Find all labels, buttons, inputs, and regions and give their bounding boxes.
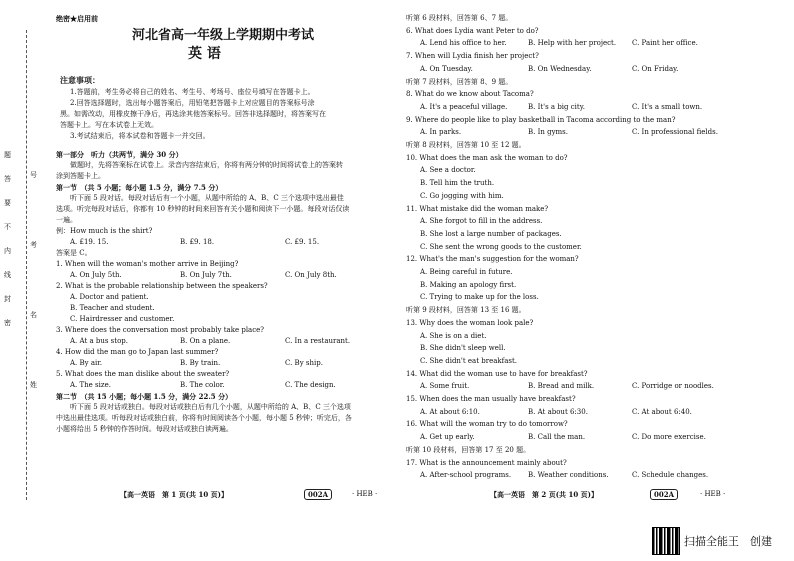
option-line: B. Teacher and student. xyxy=(70,304,155,312)
option-line: B. She lost a large number of packages. xyxy=(420,229,562,238)
page-1 xyxy=(56,0,390,520)
cut-line xyxy=(26,30,27,500)
option-b: B. Help with her project. xyxy=(528,39,617,48)
instruction-line: 做题时，先将答案标在试卷上。录音内容结束后，你将有两分钟的时间将试卷上的答案转 xyxy=(70,161,343,169)
question-text: 8. What do we know about Tacoma? xyxy=(406,90,534,99)
option-c: C. On July 8th. xyxy=(285,271,337,279)
page-2 xyxy=(406,0,740,520)
instruction-line: 听下面 5 段对话。每段对话后有一个小题，从题中所给的 A、B、C 三个选项中选出最佳 xyxy=(70,194,344,202)
notice-line: 黑。如需改动，用橡皮擦干净后，再选涂其他答案标号。回答非选择题时，将答案写在 xyxy=(60,110,326,118)
instruction-line: 听下面 5 段对话或独白。每段对话或独白后有几个小题，从题中所给的 A、B、C 三个选项 xyxy=(70,403,351,411)
example-question: 例：How much is the shirt? xyxy=(56,227,153,235)
notice-line: 3.考试结束后，将本试卷和答题卡一并交回。 xyxy=(70,132,210,140)
option-c: C. Do more exercise. xyxy=(632,433,706,442)
option-b: B. On Wednesday. xyxy=(528,64,592,73)
notice-line: 1.答题前，考生务必将自己的姓名、考生号、考场号、座位号填写在答题卡上。 xyxy=(70,88,315,96)
option-a: A. In parks. xyxy=(420,128,462,137)
instruction-line: 涂到答题卡上。 xyxy=(56,172,105,180)
margin-char: 密 xyxy=(4,319,11,327)
footer-left: 【高一英语 第 1 页(共 10 页)】 xyxy=(120,490,228,499)
option-line: A. Doctor and patient. xyxy=(70,293,149,301)
option-line: B. Making an apology first. xyxy=(420,280,517,289)
instruction-line: 小题将给出 5 秒钟的作答时间。每段对话或独白读两遍。 xyxy=(56,425,233,433)
margin-char: 题 xyxy=(4,151,11,159)
option-line: A. See a doctor. xyxy=(420,166,476,175)
margin-label: 考 xyxy=(30,241,37,249)
subject-title: 英 语 xyxy=(188,46,221,62)
margin-char: 封 xyxy=(4,295,11,303)
option-line: C. She sent the wrong goods to the customer. xyxy=(420,242,582,251)
footer-code-right: 002A xyxy=(650,489,678,500)
option-line: B. She didn't sleep well. xyxy=(420,344,506,353)
footer-right: 【高一英语 第 2 页(共 10 页)】 xyxy=(490,490,598,499)
option-b: B. £9. 18. xyxy=(180,238,215,246)
option-a: A. Lend his office to her. xyxy=(420,39,507,48)
option-a: A. Get up early. xyxy=(420,433,475,442)
question-text: 15. When does the man usually have breakfast? xyxy=(406,395,576,403)
option-c: C. In professional fields. xyxy=(632,128,718,137)
option-line: C. Hairdresser and customer. xyxy=(70,315,175,323)
option-b: B. At about 6:30. xyxy=(528,407,588,416)
question-text: 10. What does the man ask the woman to do? xyxy=(406,153,568,162)
instruction-line: 中选出最佳选项。听每段对话或独白前，你将有时间阅读各个小题，每小题 5 秒钟；听完后，各 xyxy=(56,414,352,422)
option-c: C. Schedule changes. xyxy=(632,471,709,480)
margin-label: 号 xyxy=(30,171,37,179)
notice-line: 2.回答选择题时，选出每小题答案后，用铅笔把答题卡上对应题目的答案标号涂 xyxy=(70,99,315,107)
section2-title: 第二节 （共 15 小题；每小题 1.5 分，满分 22.5 分） xyxy=(56,392,233,401)
notice-title: 注意事项： xyxy=(60,75,100,85)
option-c: C. On Friday. xyxy=(632,64,679,73)
option-b: B. Weather conditions. xyxy=(528,471,609,480)
option-b: B. The color. xyxy=(180,381,225,389)
question-text: 7. When will Lydia finish her project? xyxy=(406,52,539,61)
option-a: A. After-school programs. xyxy=(420,471,512,480)
option-line: B. Tell him the truth. xyxy=(420,179,495,188)
notice-line: 答题卡上。写在本试卷上无效。 xyxy=(60,121,158,129)
question-text: 6. What does Lydia want Peter to do? xyxy=(406,26,539,35)
question-text: 2. What is the probable relationship between the speakers? xyxy=(56,282,268,290)
listening-section-label: 听第 8 段材料，回答第 10 至 12 题。 xyxy=(406,141,526,149)
listening-section-label: 听第 9 段材料，回答第 13 至 16 题。 xyxy=(406,306,526,315)
option-a: A. Some fruit. xyxy=(420,382,470,391)
option-b: B. On a plane. xyxy=(180,337,231,345)
question-text: 9. Where do people like to play basketball in Tacoma according to the man? xyxy=(406,115,676,124)
question-text: 13. Why does the woman look pale? xyxy=(406,318,534,327)
margin-char: 线 xyxy=(4,271,11,279)
option-b: B. In gyms. xyxy=(528,128,568,137)
option-line: C. She didn't eat breakfast. xyxy=(420,356,518,365)
option-c: C. It's a small town. xyxy=(632,102,703,111)
listening-section-label: 听第 7 段材料，回答第 8、9 题。 xyxy=(406,77,513,86)
qr-code-icon xyxy=(652,527,680,555)
question-text: 1. When will the woman's mother arrive in Beijing? xyxy=(56,260,239,268)
question-text: 17. What is the announcement mainly about? xyxy=(406,458,567,467)
part1-title: 第一部分 听力（共两节，满分 30 分） xyxy=(56,150,183,159)
question-text: 11. What mistake did the woman make? xyxy=(406,204,549,213)
option-c: C. By ship. xyxy=(285,359,323,367)
option-a: A. £19. 15. xyxy=(70,238,109,246)
footer-code-left: 002A xyxy=(304,489,332,500)
option-line: C. Go jogging with him. xyxy=(420,191,504,200)
margin-label: 名 xyxy=(30,311,37,319)
option-c: C. Porridge or noodles. xyxy=(632,382,714,391)
exam-title: 河北省高一年级上学期期中考试 xyxy=(132,28,315,43)
question-text: 4. How did the man go to Japan last summer? xyxy=(56,348,219,356)
question-text: 5. What does the man dislike about the sweater? xyxy=(56,370,230,378)
option-line: A. She is on a diet. xyxy=(420,331,487,340)
section1-title: 第一节 （共 5 小题；每小题 1.5 分，满分 7.5 分） xyxy=(56,183,223,192)
option-c: C. The design. xyxy=(285,381,336,389)
margin-char: 不 xyxy=(4,223,11,231)
option-c: C. At about 6:40. xyxy=(632,407,692,416)
option-a: A. At a bus stop. xyxy=(70,337,129,345)
binding-margin xyxy=(0,0,44,520)
option-b: B. It's a big city. xyxy=(528,102,585,111)
question-text: 16. What will the woman try to do tomorrow? xyxy=(406,420,568,429)
listening-section-label: 听第 6 段材料，回答第 6、7 题。 xyxy=(406,14,513,22)
secret-label: 绝密★启用前 xyxy=(56,14,98,23)
option-a: A. At about 6:10. xyxy=(420,407,480,416)
option-a: A. By air. xyxy=(70,359,103,367)
option-c: C. £9. 15. xyxy=(285,238,320,246)
option-b: B. Bread and milk. xyxy=(528,382,595,391)
option-b: B. Call the man. xyxy=(528,433,586,442)
question-text: 12. What's the man's suggestion for the woman? xyxy=(406,255,579,264)
margin-label: 姓 xyxy=(30,381,37,389)
margin-char: 答 xyxy=(4,175,11,183)
option-line: A. She forgot to fill in the address. xyxy=(420,217,543,226)
option-b: B. On July 7th. xyxy=(180,271,232,279)
example-answer: 答案是 C。 xyxy=(56,249,92,257)
footer-hb-right: · HEB · xyxy=(700,490,726,498)
option-line: A. Being careful in future. xyxy=(420,268,513,276)
option-a: A. On Tuesday. xyxy=(420,64,473,73)
scanner-watermark: 扫描全能王 创建 xyxy=(684,535,772,548)
question-text: 3. Where does the conversation most probably take place? xyxy=(56,326,265,334)
instruction-line: 选项。听完每段对话后，你都有 10 秒钟的时间来回答有关小题和阅读下一小题。每段对话仅读 xyxy=(56,205,350,213)
option-a: A. The size. xyxy=(70,381,111,389)
option-a: A. It's a peaceful village. xyxy=(420,102,508,111)
option-c: C. Paint her office. xyxy=(632,39,698,48)
listening-section-label: 听第 10 段材料，回答第 17 至 20 题。 xyxy=(406,445,531,454)
margin-char: 要 xyxy=(4,199,11,207)
option-line: C. Trying to make up for the loss. xyxy=(420,293,539,302)
option-a: A. On July 5th. xyxy=(70,271,122,279)
footer-hb-left: · HEB · xyxy=(352,490,378,498)
option-b: B. By train. xyxy=(180,359,221,367)
question-text: 14. What did the woman use to have for breakfast? xyxy=(406,369,588,378)
option-c: C. In a restaurant. xyxy=(285,337,351,345)
margin-char: 内 xyxy=(4,247,11,255)
instruction-line: 一遍。 xyxy=(56,216,77,224)
